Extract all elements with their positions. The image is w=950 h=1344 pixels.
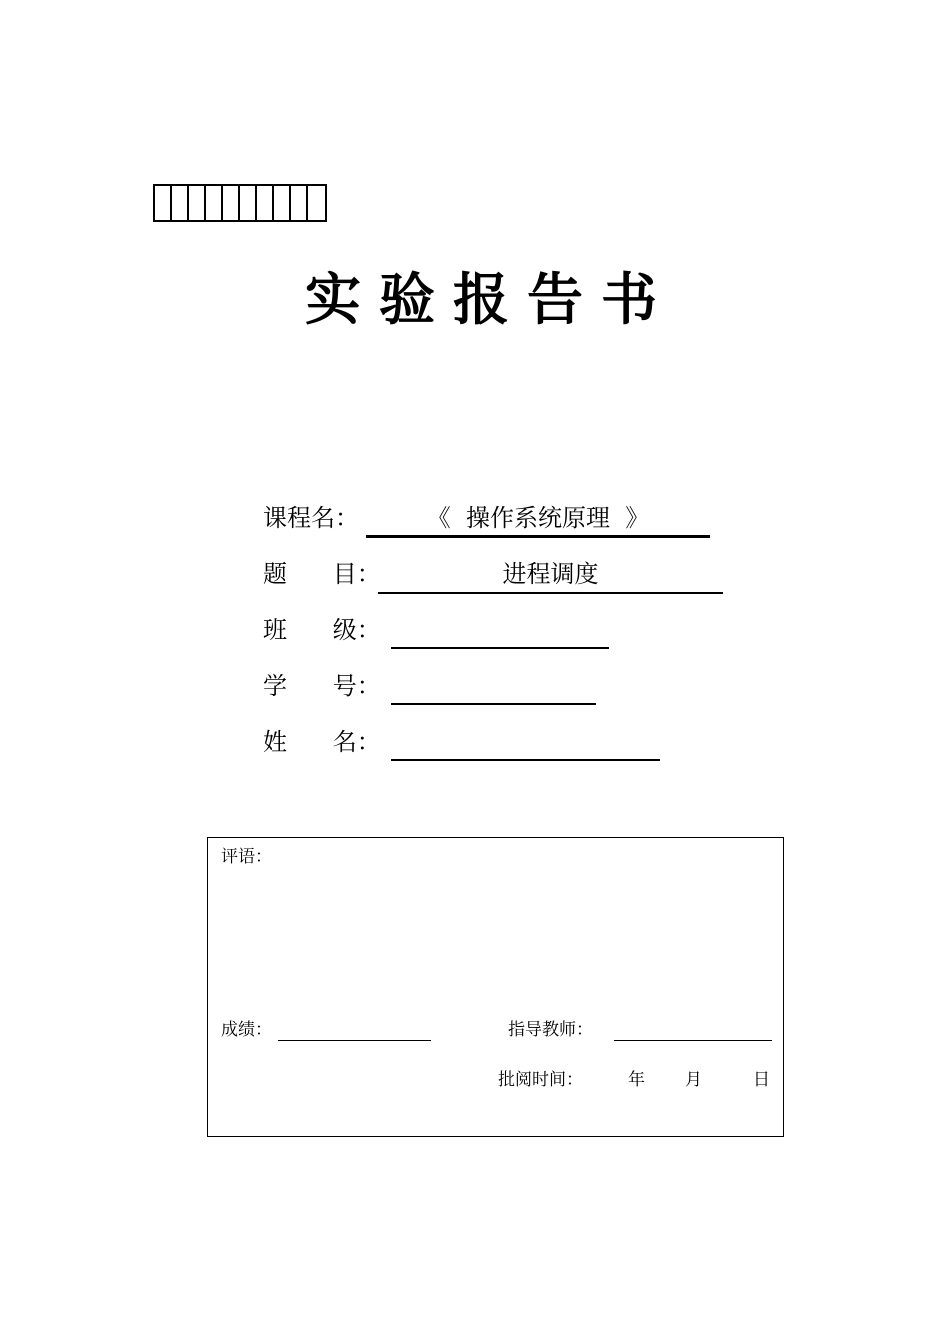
placeholder-glyph — [206, 186, 223, 220]
course-label: 课程名： — [263, 504, 359, 532]
grade-underline — [278, 1040, 431, 1041]
topic-value: 进程调度 — [502, 560, 599, 588]
advisor-underline — [614, 1040, 772, 1041]
grade-label: 成绩： — [221, 1020, 272, 1040]
day-label: 日 — [753, 1070, 770, 1090]
placeholder-glyph — [240, 186, 257, 220]
placeholder-glyph — [308, 186, 325, 220]
placeholder-glyph — [172, 186, 189, 220]
student-id-label: 学 号： — [263, 672, 381, 700]
comment-label: 评语： — [221, 847, 272, 867]
name-underline — [391, 759, 660, 761]
student-id-underline — [391, 703, 596, 705]
placeholder-glyph — [257, 186, 274, 220]
placeholder-glyph — [291, 186, 308, 220]
advisor-label: 指导教师： — [508, 1020, 593, 1040]
name-label: 姓 名： — [263, 728, 381, 756]
class-label: 班 级： — [263, 616, 381, 644]
topic-label: 题 目： — [263, 560, 381, 588]
year-label: 年 — [628, 1070, 645, 1090]
course-underline — [366, 535, 710, 538]
placeholder-glyph — [223, 186, 240, 220]
placeholder-glyph — [274, 186, 291, 220]
page-title: 实验报告书 — [305, 267, 675, 333]
placeholder-glyph-row — [153, 184, 327, 222]
placeholder-glyph — [155, 186, 172, 220]
class-underline — [391, 647, 609, 649]
placeholder-glyph — [189, 186, 206, 220]
topic-underline — [378, 592, 723, 594]
review-time-label: 批阅时间： — [498, 1070, 583, 1090]
review-box — [207, 837, 784, 1137]
month-label: 月 — [685, 1070, 702, 1090]
course-value: 《 操作系统原理 》 — [426, 504, 650, 532]
